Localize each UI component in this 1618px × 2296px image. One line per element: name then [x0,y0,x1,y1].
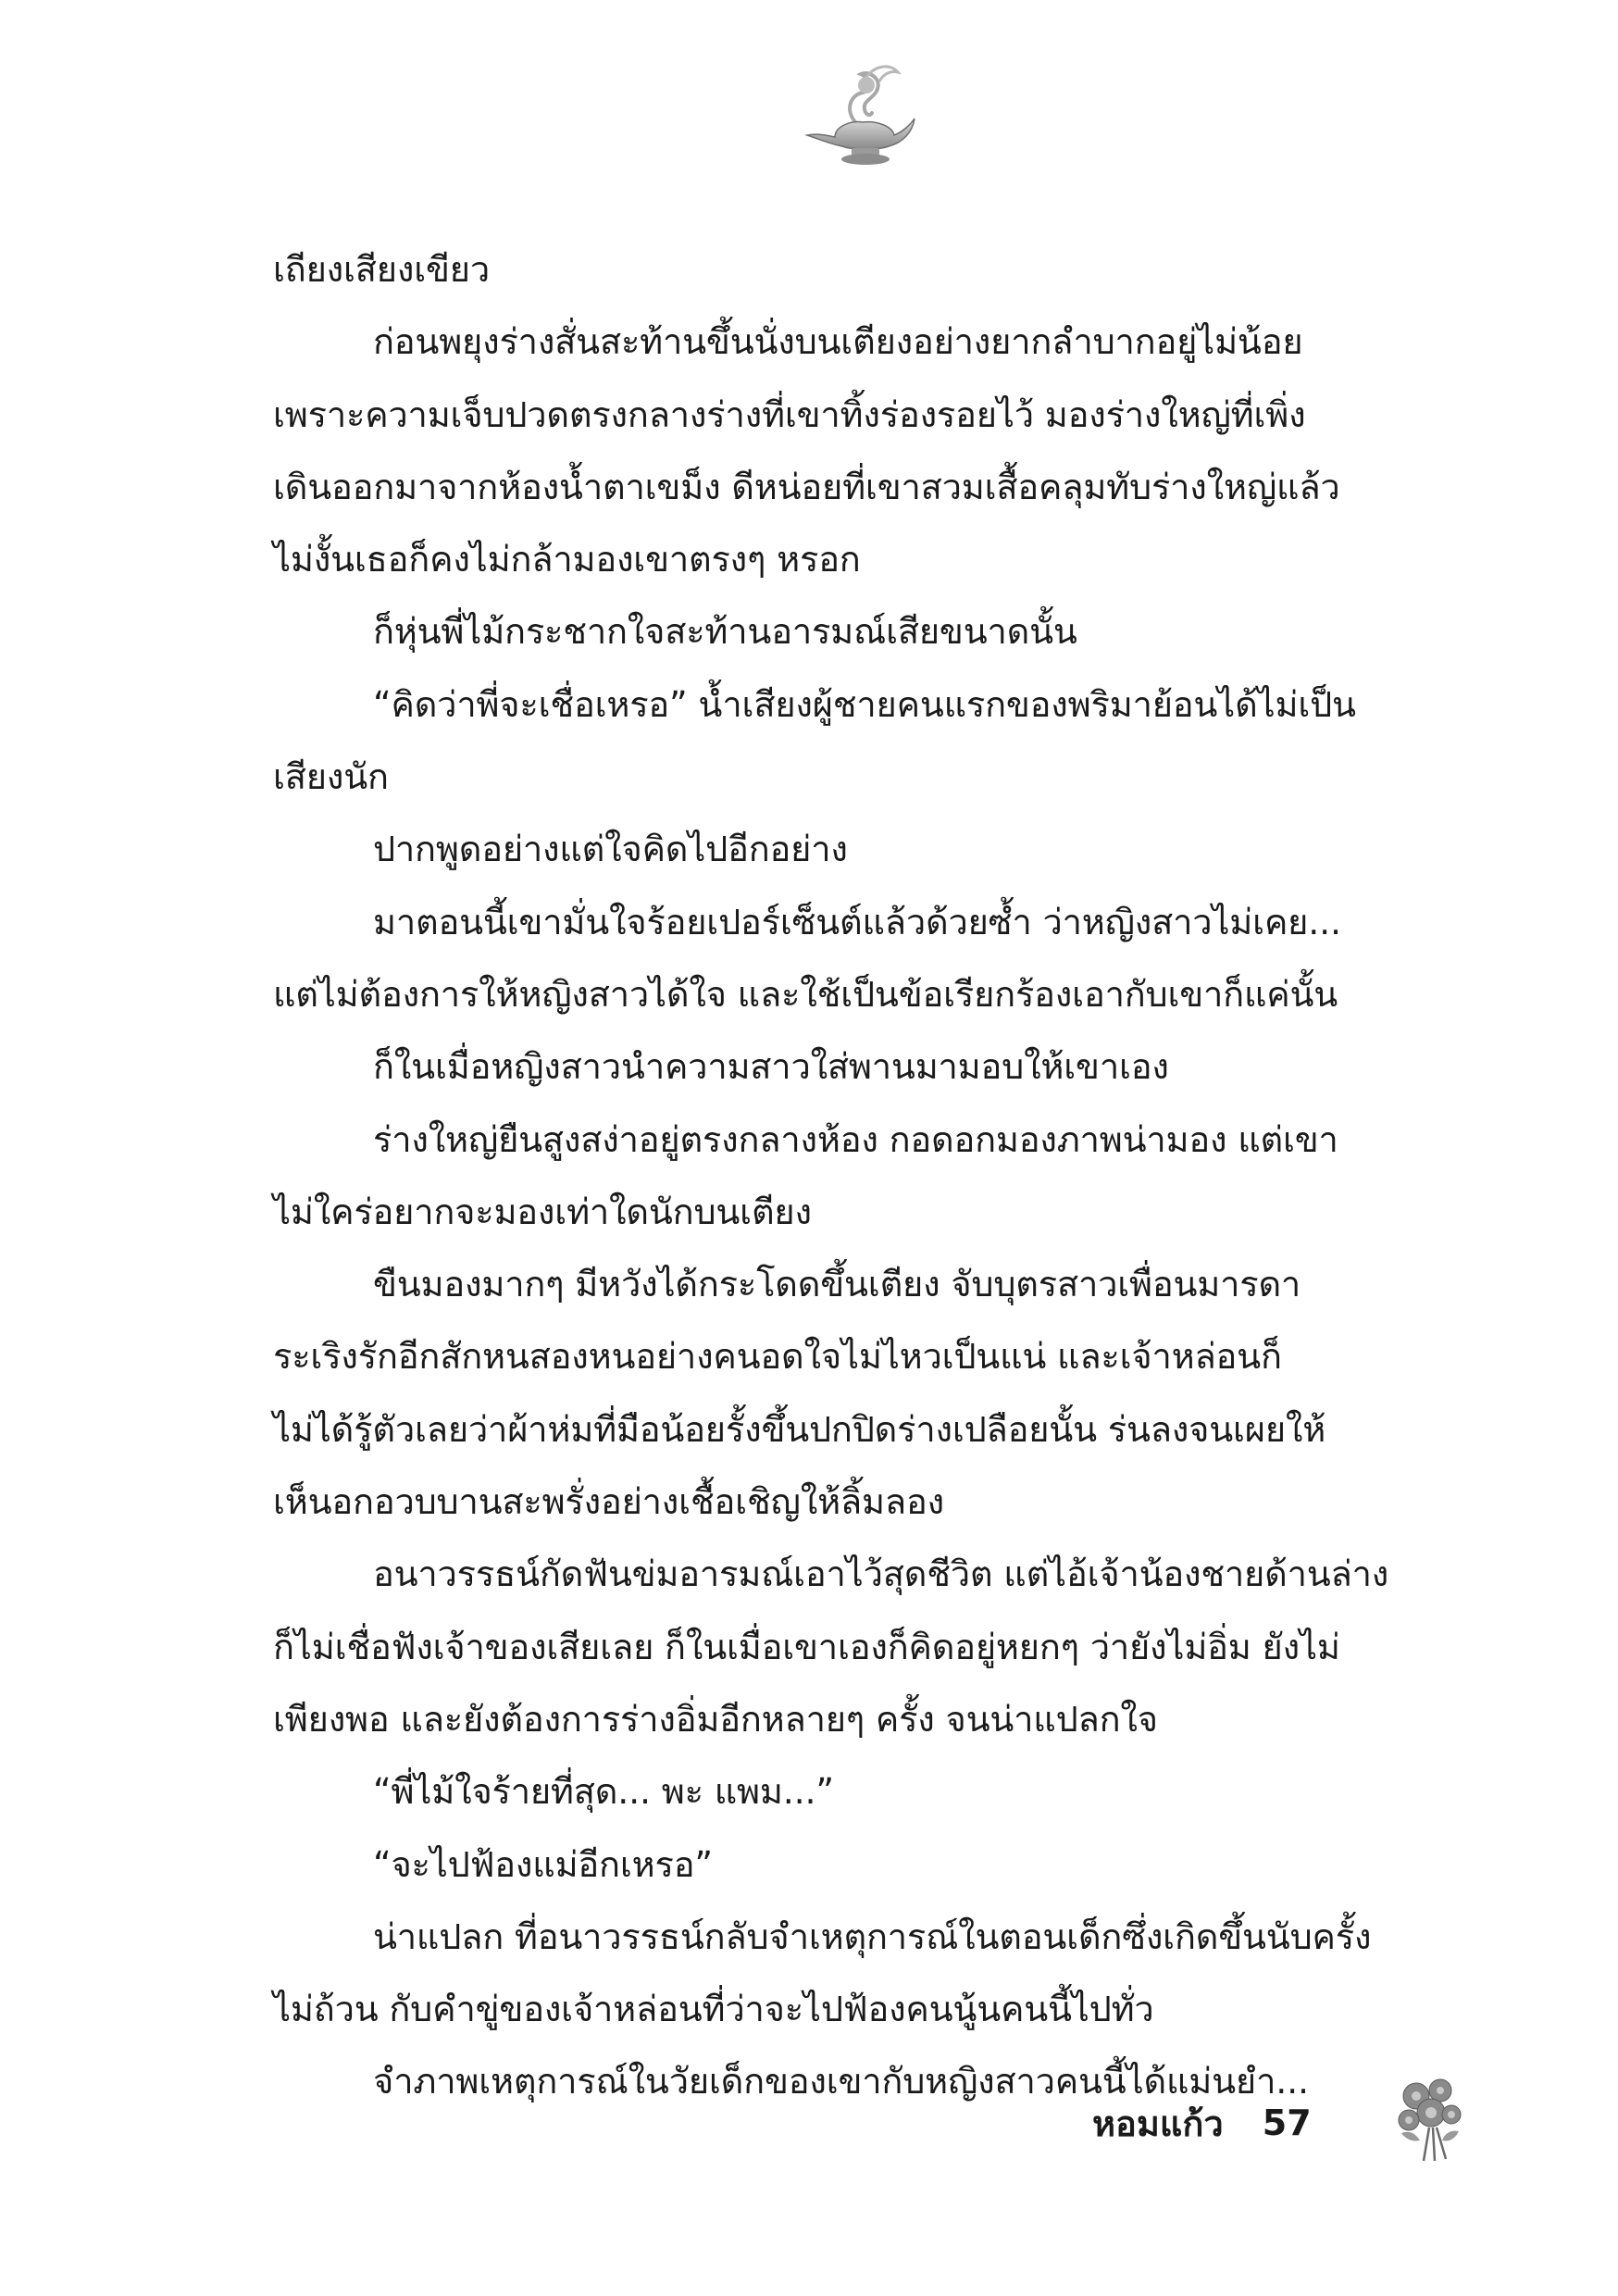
text-line: เพราะความเจ็บปวดตรงกลางร่างที่เขาทิ้งร่องรอยไว้ มองร่างใหญ่ที่เพิ่ง [273,393,1306,435]
text-line [273,233,1467,306]
text-line: ก็ไม่เชื่อฟังเจ้าของเสียเลย ก็ในเมื่อเขาเองก็คิดอยู่หยกๆ ว่ายังไม่อิ่ม ยังไม่ [273,1626,1340,1667]
text-line: ไม่ได้รู้ตัวเลยว่าผ้าห่มที่มือน้อยรั้งขึ้นปกปิดร่างเปลือยนั้น ร่นลงจนเผยให้ [273,1408,1326,1450]
book-title: หอมแก้ว [1092,2103,1224,2144]
page-number: 57 [1262,2103,1312,2143]
flower-bouquet-icon [1388,2072,1472,2165]
page-footer [1092,2090,1312,2155]
text-line: เสียงนัก [273,756,389,798]
body-text [273,233,1467,2118]
text-line: ระเริงรักอีกสักหนสองหนอย่างคนอดใจไม่ไหวเป็นแน่ และเจ้าหล่อนก็ [273,1336,1282,1378]
text-line: “พี่ไม้ใจร้ายที่สุด... พะ แพม...” [373,1771,834,1813]
text-line: เพียงพอ และยังต้องการร่างอิ่มอีกหลายๆ ครั้ง จนน่าแปลกใจ [273,1698,1158,1740]
text-line: ไม่งั้นเธอก็คงไม่กล้ามองเขาตรงๆ หรอก [273,539,861,580]
genie-lamp-icon [798,57,918,167]
text-line: ไม่ถ้วน กับคำขู่ของเจ้าหล่อนที่ว่าจะไปฟ้องคนนู้นคนนี้ไปทั่ว [273,1989,1154,2030]
text-line: ไม่ใคร่อยากจะมองเท่าใดนักบนเตียง [273,1191,812,1232]
text-line: จำภาพเหตุการณ์ในวัยเด็กของเขากับหญิงสาวคนนี้ได้แม่นยำ... [373,2061,1309,2103]
text-line: ก่อนพยุงร่างสั่นสะท้านขึ้นนั่งบนเตียงอย่างยากลำบากอยู่ไม่น้อย [373,321,1303,363]
text-line: “จะไปฟ้องแม่อีกเหรอ” [373,1843,713,1885]
text-line: เห็นอกอวบบานสะพรั่งอย่างเชื้อเชิญให้ลิ้มลอง [273,1481,944,1523]
text-line: ขืนมองมากๆ มีหวังได้กระโดดขึ้นเตียง จับบุตรสาวเพื่อนมารดา [373,1264,1301,1305]
text-line: มาตอนนี้เขามั่นใจร้อยเปอร์เซ็นต์แล้วด้วยซ้ำ ว่าหญิงสาวไม่เคย... [373,901,1341,942]
text-line: น่าแปลก ที่อนาวรรธน์กลับจำเหตุการณ์ในตอนเด็กซึ่งเกิดขึ้นนับครั้ง [373,1915,1372,1957]
text-line: ปากพูดอย่างแต่ใจคิดไปอีกอย่าง [373,829,848,870]
text-line: “คิดว่าพี่จะเชื่อเหรอ” น้ำเสียงผู้ชายคนแรกของพริมาย้อนได้ไม่เป็น [373,683,1356,725]
text-line: เดินออกมาจากห้องน้ำตาเขม็ง ดีหน่อยที่เขาสวมเสื้อคลุมทับร่างใหญ่แล้ว [273,466,1340,507]
text-line-content: เถียงเสียงเขียว [273,249,490,290]
text-line: ร่างใหญ่ยืนสูงสง่าอยู่ตรงกลางห้อง กอดอกมองภาพน่ามอง แต่เขา [373,1118,1338,1160]
text-line: ก็ในเมื่อหญิงสาวนำความสาวใส่พานมามอบให้เขาเอง [373,1046,1169,1088]
text-line: ก็หุ่นพี่ไม้กระชากใจสะท้านอารมณ์เสียขนาดนั้น [373,611,1077,653]
text-line: แต่ไม่ต้องการให้หญิงสาวได้ใจ และใช้เป็นข้อเรียกร้องเอากับเขาก็แค่นั้น [273,973,1338,1015]
text-line: อนาวรรธน์กัดฟันข่มอารมณ์เอาไว้สุดชีวิต แต่ไอ้เจ้าน้องชายด้านล่าง [373,1554,1389,1595]
